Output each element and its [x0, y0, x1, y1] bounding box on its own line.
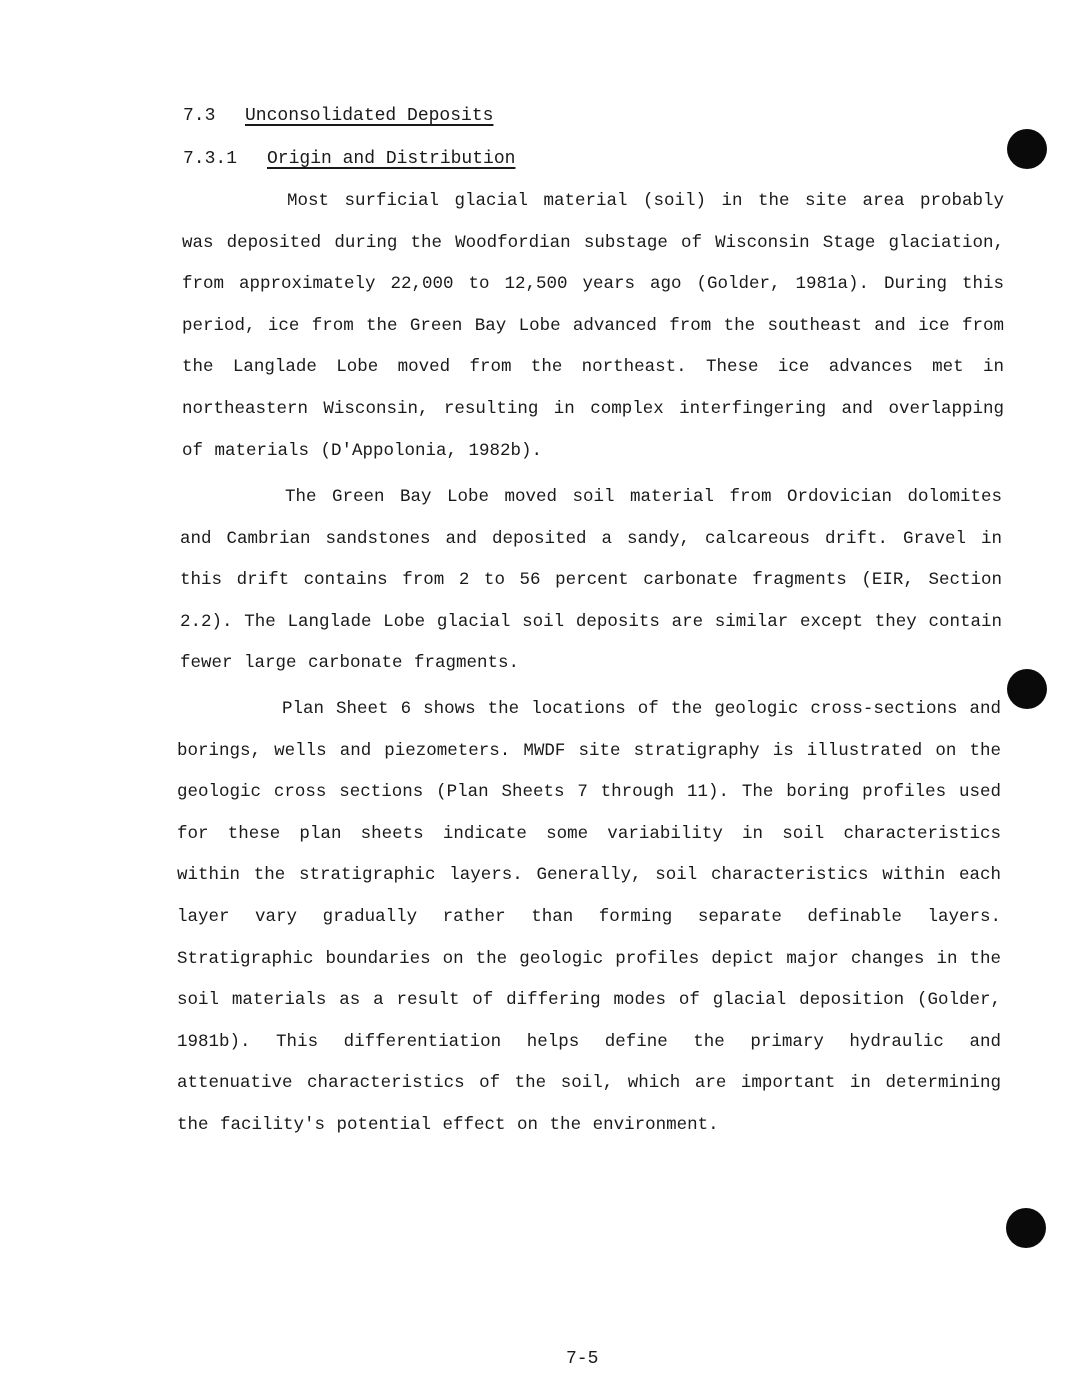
subsection-heading [183, 147, 515, 171]
subsection-title: Origin and Distribution [267, 149, 516, 169]
section-number: 7.3 [183, 106, 216, 126]
section-heading [183, 104, 493, 128]
paragraph-green-bay-lobe: The Green Bay Lobe moved soil material from Ordovician dolomites and Cambrian sandstones and deposited a sandy, calcareous drift. Gravel in this drift contains from 2 to 56 percent carbonate fragments (EIR, Section 2.2). The Langlade Lobe glacial soil deposits are similar except they contain fewer large carbonate fragments. [180, 487, 1002, 674]
paragraph-origin: Most surficial glacial material (soil) in the site area probably was deposited during the Woodfordian substage of Wisconsin Stage glaciation, from approximately 22,000 to 12,500 years ago (Golder, 1981a). During this period, ice from the Green Bay Lobe advanced from the southeast and ice from the Langlade Lobe moved from the northeast. These ice advances met in northeastern Wisconsin, resulting in complex interfingering and overlapping of materials (D'Appolonia, 1982b). [182, 191, 1004, 461]
page-number: 7-5 [566, 1349, 599, 1369]
section-title: Unconsolidated Deposits [245, 106, 494, 126]
punch-hole-mark-top [1007, 129, 1047, 169]
subsection-number: 7.3.1 [183, 149, 238, 169]
punch-hole-mark-bottom [1006, 1208, 1046, 1248]
paragraph-stratigraphy: Plan Sheet 6 shows the locations of the geologic cross-sections and borings, wells and piezometers. MWDF site stratigraphy is illustrated on the geologic cross sections (Plan Sheets 7 through 11). The boring profiles used for these plan sheets indicate some variability in soil characteristics within the stratigraphic layers. Generally, soil characteristics within each layer vary gradually rather than forming separate definable layers. Stratigraphic boundaries on the geologic profiles depict major changes in the soil materials as a result of differing modes of glacial deposition (Golder, 1981b). This differentiation helps define the primary hydraulic and attenuative characteristics of the soil, which are important in determining the facility's potential effect on the environment. [177, 699, 1001, 1135]
punch-hole-mark-middle [1007, 669, 1047, 709]
